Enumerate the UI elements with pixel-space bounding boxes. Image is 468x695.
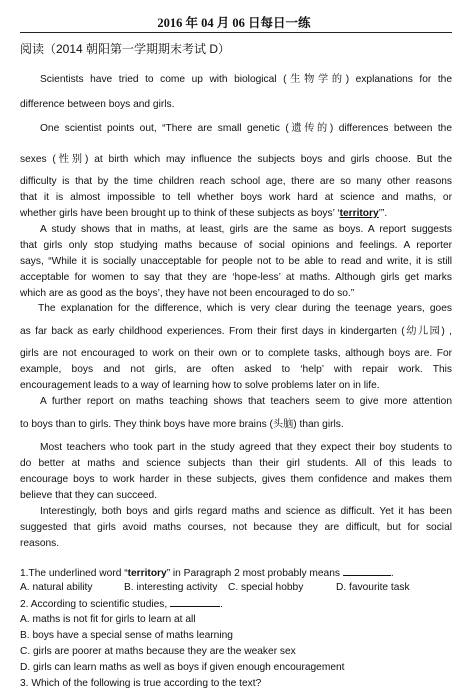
option-c: C. girls are poorer at maths because they are the weaker sex <box>20 646 296 657</box>
passage-line: suggested that girls avoid maths courses, not because they are difficult, but for social <box>20 522 452 533</box>
passage-line: difficulty is that by the time children reach school age, there are so many other reasons <box>20 176 452 187</box>
passage-line: example, boys and not girls, are often asked to ‘help’ with repair work. This <box>20 364 452 375</box>
passage-text: ’”. <box>378 208 388 219</box>
underlined-keyword: territory <box>339 208 379 219</box>
option-d: D. girls can learn maths as well as boys if given enough encouragement <box>20 662 345 673</box>
passage-line: to boys than to girls. They think boys have more brains (头脑) than girls. <box>20 419 344 430</box>
passage-line: girls are not encouraged to work on their own or to complete tasks, although boys are. For <box>20 348 452 359</box>
answer-blank <box>170 597 220 607</box>
option-a: A. natural ability <box>20 582 93 593</box>
page-title: 2016 年 04 月 06 日每日一练 <box>157 16 311 30</box>
passage-line: do better at maths and science subjects than their girl students. All of this leads to <box>20 458 452 469</box>
question-text: . <box>220 599 223 610</box>
passage-line <box>20 207 452 220</box>
passage-line: encourage boys to work harder in these subjects, gives them confidence and makes them <box>20 474 452 485</box>
answer-blank <box>343 566 391 576</box>
option-b: B. interesting activity <box>124 582 218 593</box>
option-d: D. favourite task <box>336 582 410 593</box>
passage-line: reasons. <box>20 538 60 549</box>
passage-line: Scientists have tried to come up with biological (生物学的) explanations for the <box>40 74 452 85</box>
option-c: C. special hobby <box>228 582 304 593</box>
title-divider <box>20 32 452 33</box>
passage-line: The explanation for the difference, which is very clear during the teenage years, goes <box>38 303 452 314</box>
question-keyword: territory <box>127 568 167 579</box>
passage-line: sexes (性别) at birth which may influence the subjects boys and girls choose. But the <box>20 154 452 165</box>
passage-line: which are as good as the boys’, they have not been encouraged to do so.” <box>20 288 355 299</box>
option-b: B. boys have a special sense of maths learning <box>20 630 233 641</box>
question-1-options <box>20 581 452 594</box>
passage-line: acceptable for women to say that they are ‘hope-less’ at maths. Although girls get marks <box>20 272 452 283</box>
passage-line: that it is almost impossible to tell whether boys work hard at science and maths, or <box>20 192 452 203</box>
question-1 <box>20 566 394 580</box>
passage-line: A study shows that in maths, at least, girls are the same as boys. A report suggests <box>40 224 452 235</box>
option-a: A. maths is not fit for girls to learn at all <box>20 614 196 625</box>
question-text: 2. According to scientific studies, <box>20 599 168 610</box>
passage-line: encouragement leads to a way of learning how to solve problems later on in life. <box>20 380 380 391</box>
passage-line: Most teachers who took part in the study agreed that they expect their boy students to <box>40 442 452 453</box>
question-text: . <box>390 568 394 579</box>
passage-line: that girls only stop studying maths because of social opinions and feelings. A reporter <box>20 240 452 251</box>
passage-line: Interestingly, both boys and girls regard maths and science as difficult. Yet it has been <box>40 506 452 517</box>
question-3: 3. Which of the following is true according to the text? <box>20 678 262 689</box>
passage-line: A further report on maths teaching shows that teachers seem to give more attention <box>40 396 452 407</box>
passage-line: difference between boys and girls. <box>20 99 175 110</box>
passage-line: says, “While it is socially unacceptable for people not to be able to read and write, it is still <box>20 256 452 267</box>
question-2 <box>20 597 223 611</box>
passage-line: One scientist points out, “There are small genetic (遗传的) differences between the <box>40 123 452 134</box>
passage-text: whether girls have been brought up to think of these subjects as boys’ ‘ <box>20 208 340 219</box>
section-heading: 阅读（2014 朝阳第一学期期末考试 D） <box>20 42 231 56</box>
passage-line: believe that they can succeed. <box>20 490 158 501</box>
question-text: 1.The underlined word “ <box>20 568 128 579</box>
question-text: ” in Paragraph 2 most probably means <box>166 568 340 579</box>
passage-line: as far back as early childhood experiences. From their first days in kindergarten (幼儿园) , <box>20 326 452 337</box>
